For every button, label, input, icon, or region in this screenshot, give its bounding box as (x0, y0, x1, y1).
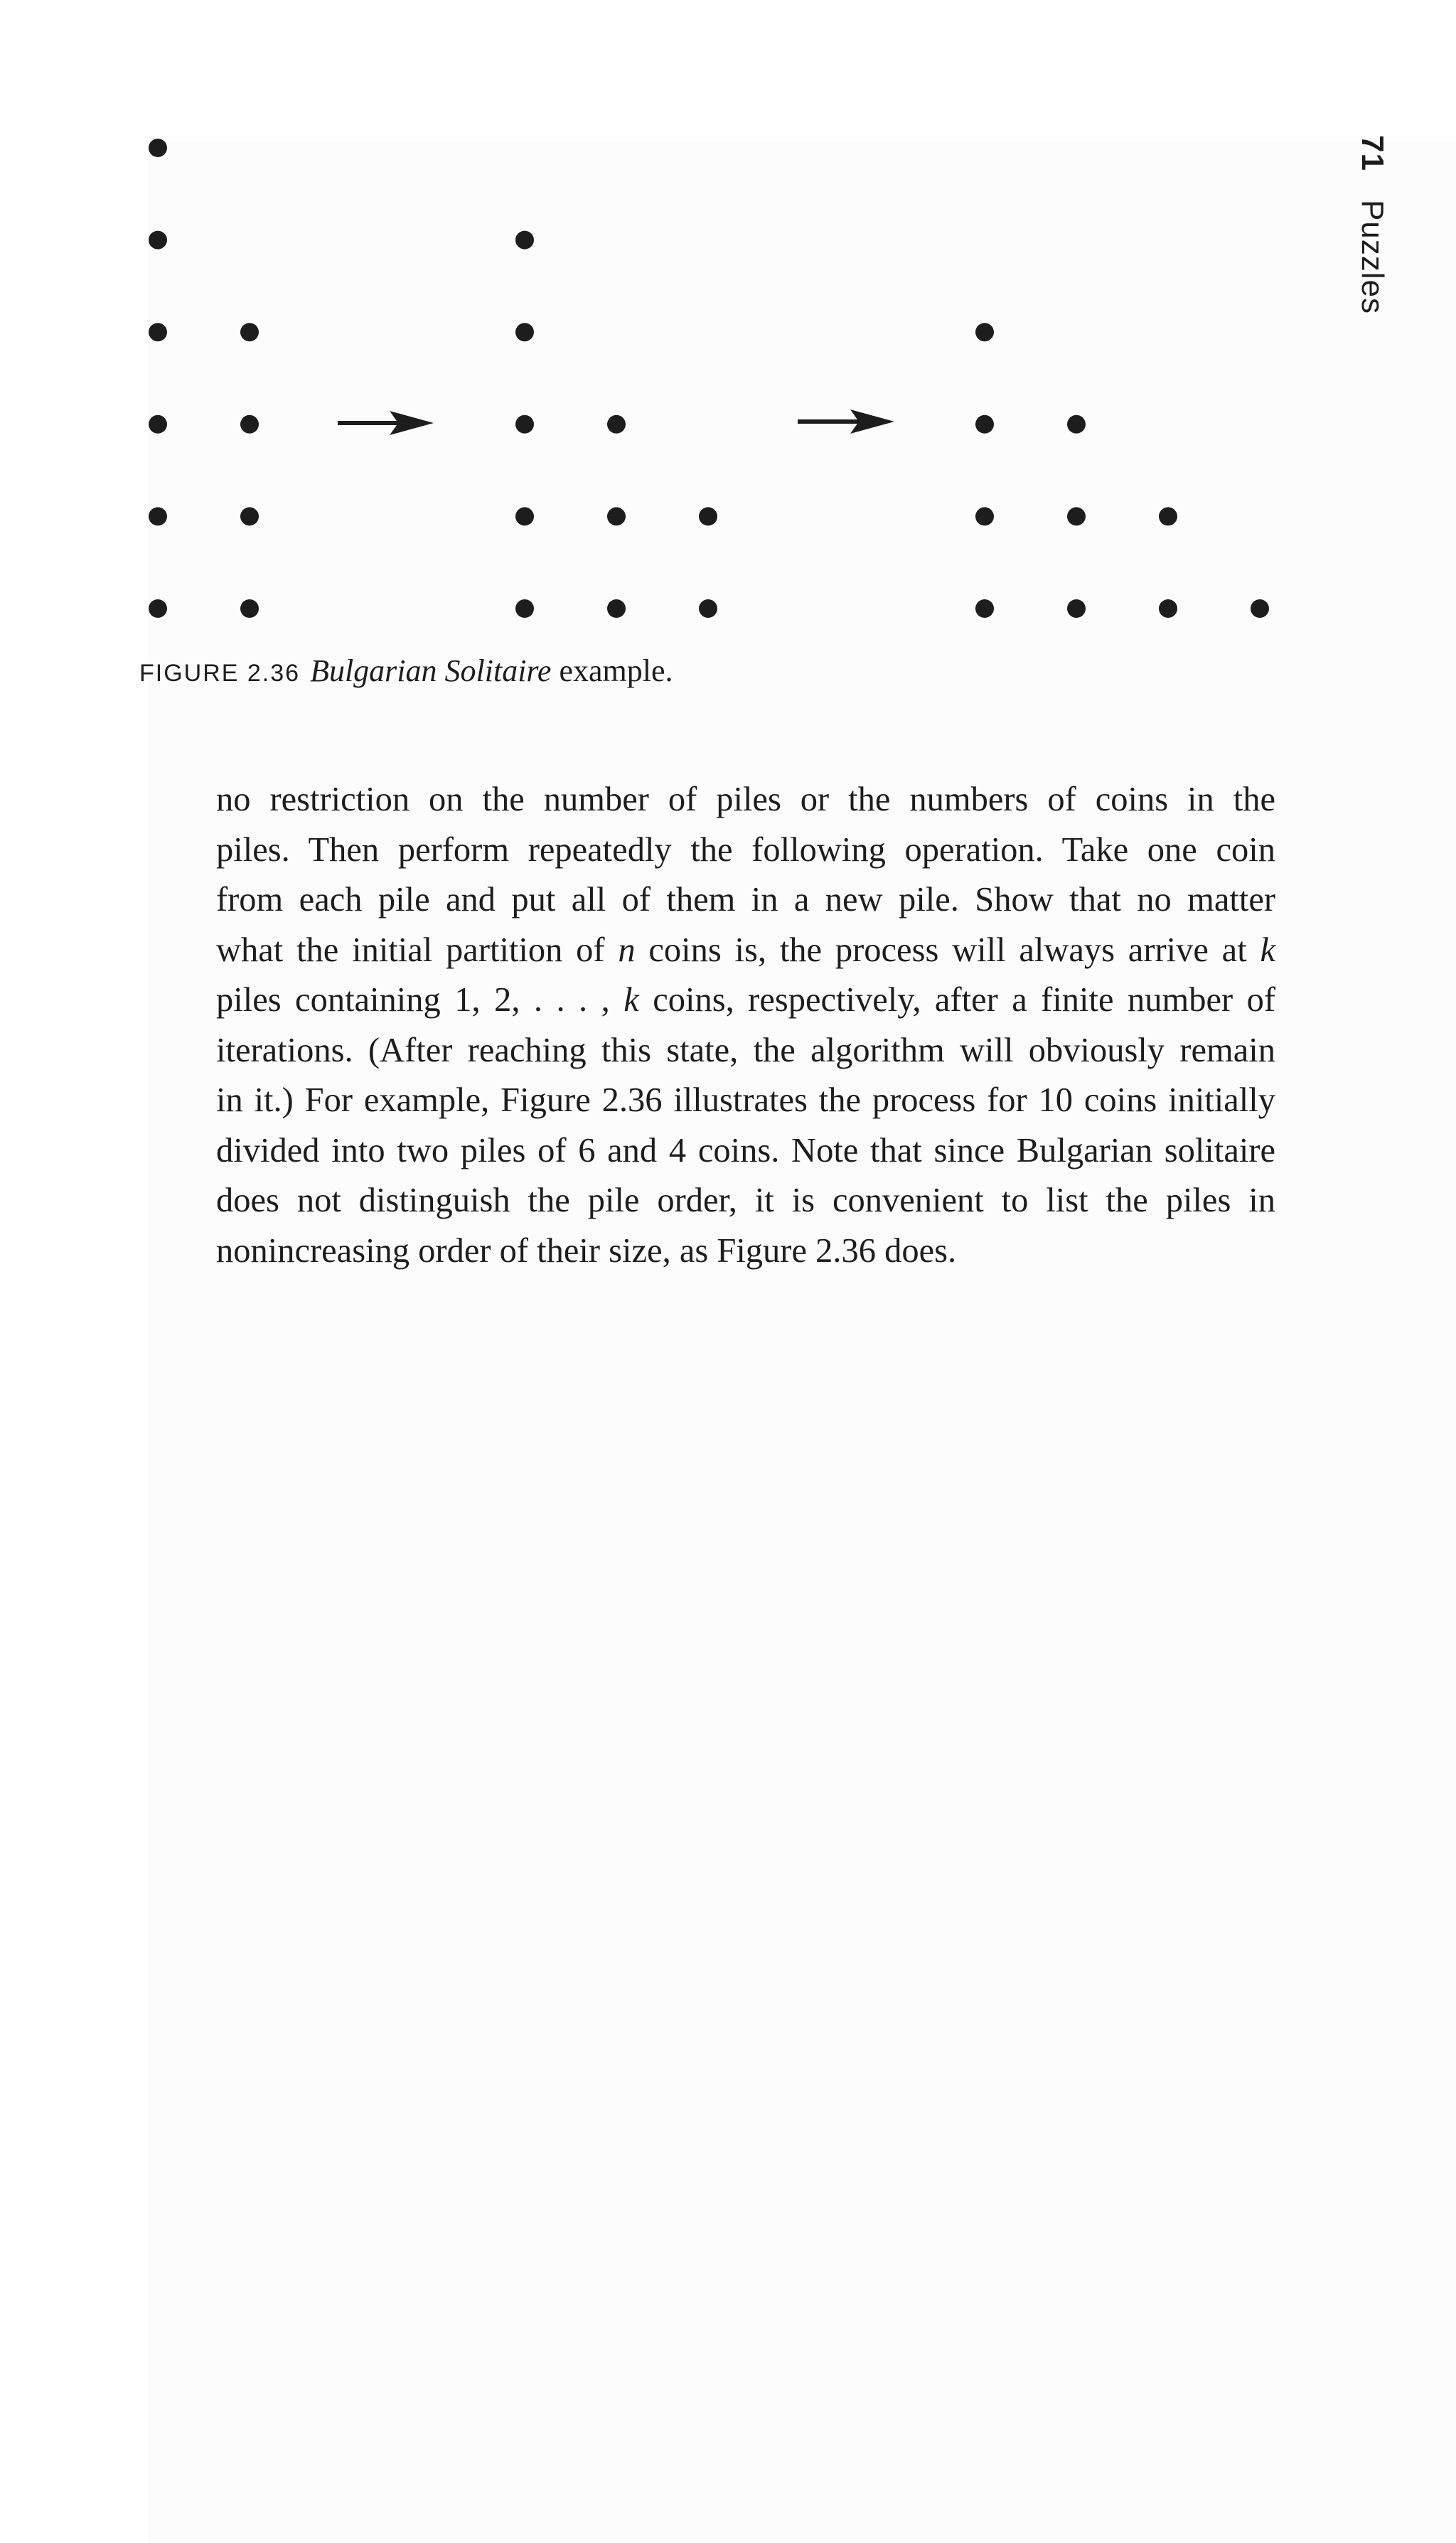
coin-dot (607, 507, 626, 525)
coin-dot (149, 507, 167, 525)
arrow-right-icon (338, 411, 434, 435)
coin-dot (149, 323, 167, 341)
text-run: coins is, the process will always arrive at (635, 931, 1260, 969)
coin-dot (699, 507, 717, 525)
coin-dot (515, 599, 534, 618)
text-run: divided into two piles of 6 and 4 coins. Note that since Bulgarian solitaire (216, 1131, 1275, 1169)
body-line (216, 926, 1275, 976)
coin-dot (607, 599, 626, 618)
coin-dot (515, 323, 534, 341)
page-number: 71 (1355, 135, 1390, 171)
coin-dot (515, 231, 534, 250)
solitaire-state-1 (149, 139, 259, 618)
body-line (216, 1176, 1275, 1226)
coin-dot (149, 139, 167, 157)
coin-dot (975, 415, 994, 434)
figure-title-italic: Bulgarian Solitaire (310, 653, 552, 688)
solitaire-state-2 (515, 231, 717, 618)
coin-dot (515, 507, 534, 525)
coin-dot (240, 415, 259, 434)
coin-dot (975, 507, 994, 525)
body-line (216, 975, 1275, 1026)
coin-dot (975, 599, 994, 618)
text-run: does not distinguish the pile order, it is convenient to list the piles in (216, 1182, 1275, 1219)
coin-dot (975, 323, 994, 341)
coin-dot (1251, 599, 1269, 618)
math-variable: k (1260, 931, 1275, 969)
solitaire-state-3 (975, 323, 1269, 618)
text-run: in it.) For example, Figure 2.36 illustrates the process for 10 coins initially (216, 1081, 1275, 1119)
coin-dot (149, 599, 167, 618)
math-variable: k (623, 981, 639, 1019)
coin-dot (1067, 599, 1086, 618)
body-line (216, 775, 1275, 825)
body-line (216, 1226, 1275, 1277)
math-variable: n (618, 931, 636, 969)
coin-dot (1067, 415, 1086, 434)
section-title: Puzzles (1355, 199, 1390, 315)
body-paragraph (216, 775, 1275, 1276)
text-run: what the initial partition of (216, 931, 619, 969)
figure-caption (139, 653, 673, 689)
coin-dot (1067, 507, 1086, 525)
text-run: coins, respectively, after a finite number of (638, 981, 1275, 1019)
coin-dot (240, 507, 259, 525)
body-line (216, 875, 1275, 926)
coin-dot (1159, 507, 1177, 525)
body-line (216, 825, 1275, 876)
body-line (216, 1126, 1275, 1177)
coin-dot (607, 415, 626, 434)
text-run: nonincreasing order of their size, as Figure 2.36 does. (216, 1231, 957, 1270)
text-run: iterations. (After reaching this state, the algorithm will obviously remain (216, 1031, 1275, 1069)
text-run: piles containing 1, 2, . . . , (216, 981, 624, 1019)
body-line (216, 1026, 1275, 1076)
coin-dot (149, 231, 167, 250)
coin-dot (1159, 599, 1177, 618)
text-run: from each pile and put all of them in a new pile. Show that no matter (216, 881, 1275, 919)
figure-title-rest: example. (551, 653, 673, 688)
body-line (216, 1076, 1275, 1126)
figure-label: FIGURE 2.36 (139, 660, 301, 687)
text-run: piles. Then perform repeatedly the following operation. Take one coin (216, 830, 1275, 869)
arrow-right-icon (798, 409, 894, 434)
coin-dot (515, 415, 534, 434)
figure-bulgarian-solitaire (0, 0, 1456, 654)
figure-diagram (0, 0, 1456, 654)
coin-dot (699, 599, 717, 618)
coin-dot (149, 415, 167, 434)
text-run: no restriction on the number of piles or the numbers of coins in the (216, 781, 1275, 818)
coin-dot (240, 599, 259, 618)
coin-dot (240, 323, 259, 341)
